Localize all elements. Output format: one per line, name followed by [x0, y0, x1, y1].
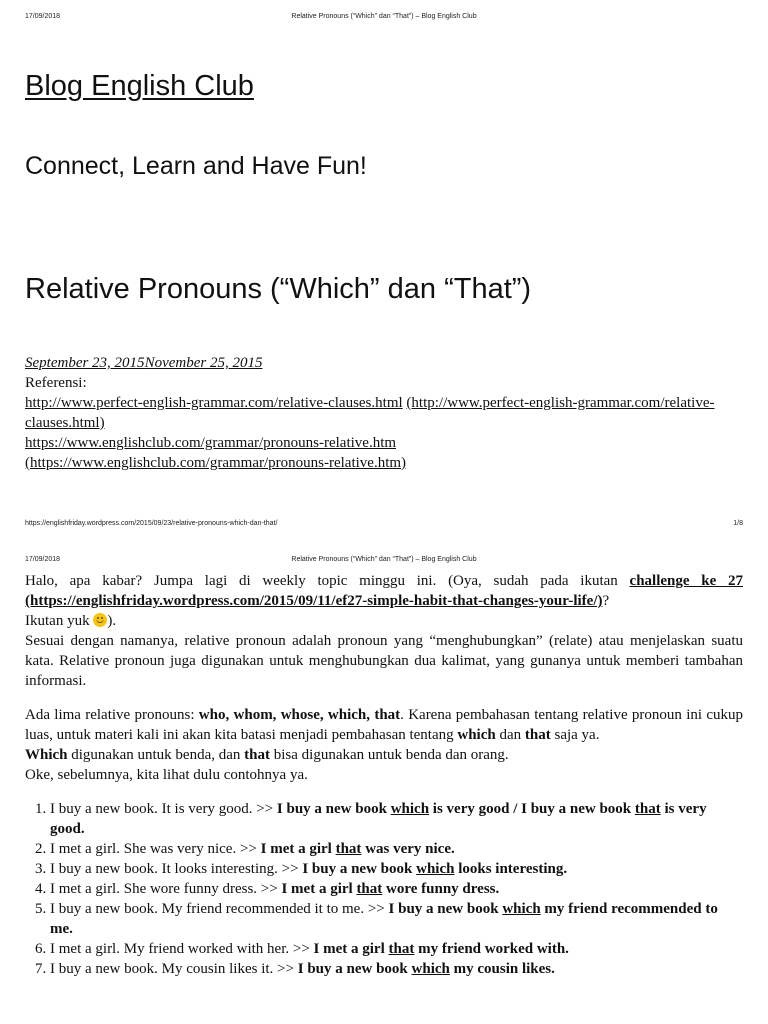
text: my friend worked with.	[414, 941, 569, 957]
published-date-link[interactable]: September 23, 2015	[25, 355, 145, 371]
text: I buy a new book	[388, 901, 503, 917]
relative-pronoun: that	[335, 841, 362, 857]
print-header-title: Relative Pronouns (“Which” dan “That”) – Blog English Club	[291, 13, 477, 20]
intro-line2-end: ).	[107, 613, 117, 629]
text: saja ya.	[550, 727, 600, 743]
text: I buy a new book. It is very good. >>	[50, 801, 277, 817]
post-body	[25, 571, 743, 979]
text: I met a girl. She was very nice. >>	[50, 841, 261, 857]
text: looks interesting.	[454, 861, 568, 877]
example-intro: Oke, sebelumnya, kita lihat dulu contohnya ya.	[25, 767, 308, 783]
example-item	[50, 859, 743, 879]
reference-1-url[interactable]: (http://www.perfect-english-grammar.com/relative-clauses.html)	[25, 395, 715, 431]
text: dan	[495, 727, 525, 743]
site-tagline: Connect, Learn and Have Fun!	[25, 152, 367, 180]
relative-pronoun: which	[502, 901, 541, 917]
challenge-link[interactable]: challenge ke 27 (https://englishfriday.wordpress.com/2015/09/11/ef27-simple-habit-that-changes-your-life/)	[25, 573, 744, 609]
text: I buy a new book	[297, 961, 412, 977]
references-label: Referensi:	[25, 375, 87, 391]
relative-pronoun: that	[634, 801, 661, 817]
updated-date-link[interactable]: November 25, 2015	[144, 355, 263, 371]
keyword-that: that	[244, 747, 270, 763]
site-title-link[interactable]: Blog English Club	[25, 70, 254, 102]
example-item	[50, 899, 743, 939]
example-item	[50, 939, 743, 959]
intro-end: ?	[602, 593, 610, 609]
example-item	[50, 959, 743, 979]
reference-2-link[interactable]: https://www.englishclub.com/grammar/pronouns-relative.htm	[25, 435, 397, 451]
reference-2	[25, 433, 745, 473]
examples-list	[25, 799, 743, 979]
usage-paragraph	[25, 745, 743, 765]
print-header-date: 17/09/2018	[25, 13, 61, 20]
print-footer-url: https://englishfriday.wordpress.com/2015/09/23/relative-pronouns-which-dan-that/	[25, 520, 278, 527]
text: I met a girl	[260, 841, 336, 857]
text: I met a girl. She wore funny dress. >>	[50, 881, 282, 897]
example-item	[50, 839, 743, 859]
print-header-date-2: 17/09/2018	[25, 556, 61, 563]
intro-paragraph	[25, 571, 743, 631]
intro-text: Halo, apa kabar? Jumpa lagi di weekly topic minggu ini. (Oya, sudah pada ikutan	[25, 573, 630, 589]
pronoun-list: who, whom, whose, which, that	[198, 707, 401, 723]
text: I buy a new book	[276, 801, 391, 817]
text: Ada lima relative pronouns:	[25, 707, 199, 723]
smiley-icon	[93, 613, 107, 627]
text: I buy a new book. My friend recommended it to me. >>	[50, 901, 389, 917]
intro-line2: Ikutan yuk	[25, 613, 94, 629]
text: is very good.	[50, 801, 707, 837]
example-item	[50, 879, 743, 899]
text: my friend recommended to me.	[50, 901, 718, 937]
text: digunakan untuk benda, dan	[67, 747, 245, 763]
keyword-that: that	[524, 727, 551, 743]
keyword-which: which	[457, 727, 496, 743]
relative-pronoun: which	[411, 961, 450, 977]
relative-pronoun: which	[390, 801, 430, 817]
relative-pronoun: which	[416, 861, 455, 877]
text: bisa digunakan untuk benda dan orang.	[269, 747, 509, 763]
text: I buy a new book. My cousin likes it. >>	[50, 961, 298, 977]
text: my cousin likes.	[449, 961, 555, 977]
text: was very nice.	[361, 841, 455, 857]
text: I buy a new book	[302, 861, 417, 877]
reference-1-link[interactable]: http://www.perfect-english-grammar.com/relative-clauses.html	[25, 395, 403, 411]
text: I buy a new book. It looks interesting. >>	[50, 861, 303, 877]
pronoun-list-paragraph	[25, 705, 743, 745]
relative-pronoun: that	[356, 881, 383, 897]
post-title: Relative Pronouns (“Which” dan “That”)	[25, 273, 532, 305]
example-item	[50, 799, 743, 839]
print-header-title-2: Relative Pronouns (“Which” dan “That”) – Blog English Club	[291, 556, 477, 563]
text: . Karena pembahasan tentang relative pronoun ini cukup luas, untuk materi kali ini akan kita batasi menjadi pembahasan tentang	[25, 707, 743, 743]
text: I met a girl. My friend worked with her. >>	[50, 941, 314, 957]
text: wore funny dress.	[382, 881, 500, 897]
keyword-which: Which	[25, 747, 68, 763]
text: is very good / I buy a new book	[429, 801, 635, 817]
post-meta	[25, 353, 745, 473]
print-footer-page: 1/8	[733, 520, 743, 527]
post-dates	[25, 353, 745, 373]
text: I met a girl	[281, 881, 357, 897]
definition-paragraph: Sesuai dengan namanya, relative pronoun adalah pronoun yang “menghubungkan” (relate) atau menjelaskan suatu kata. Relative pronoun juga digunakan untuk menghubungkan dua kalimat, yang gunanya untuk memberi tambahan informasi.	[25, 633, 743, 689]
reference-1	[25, 393, 745, 433]
text: I met a girl	[313, 941, 389, 957]
relative-pronoun: that	[388, 941, 415, 957]
reference-2-url[interactable]: (https://www.englishclub.com/grammar/pronouns-relative.htm)	[25, 455, 407, 471]
